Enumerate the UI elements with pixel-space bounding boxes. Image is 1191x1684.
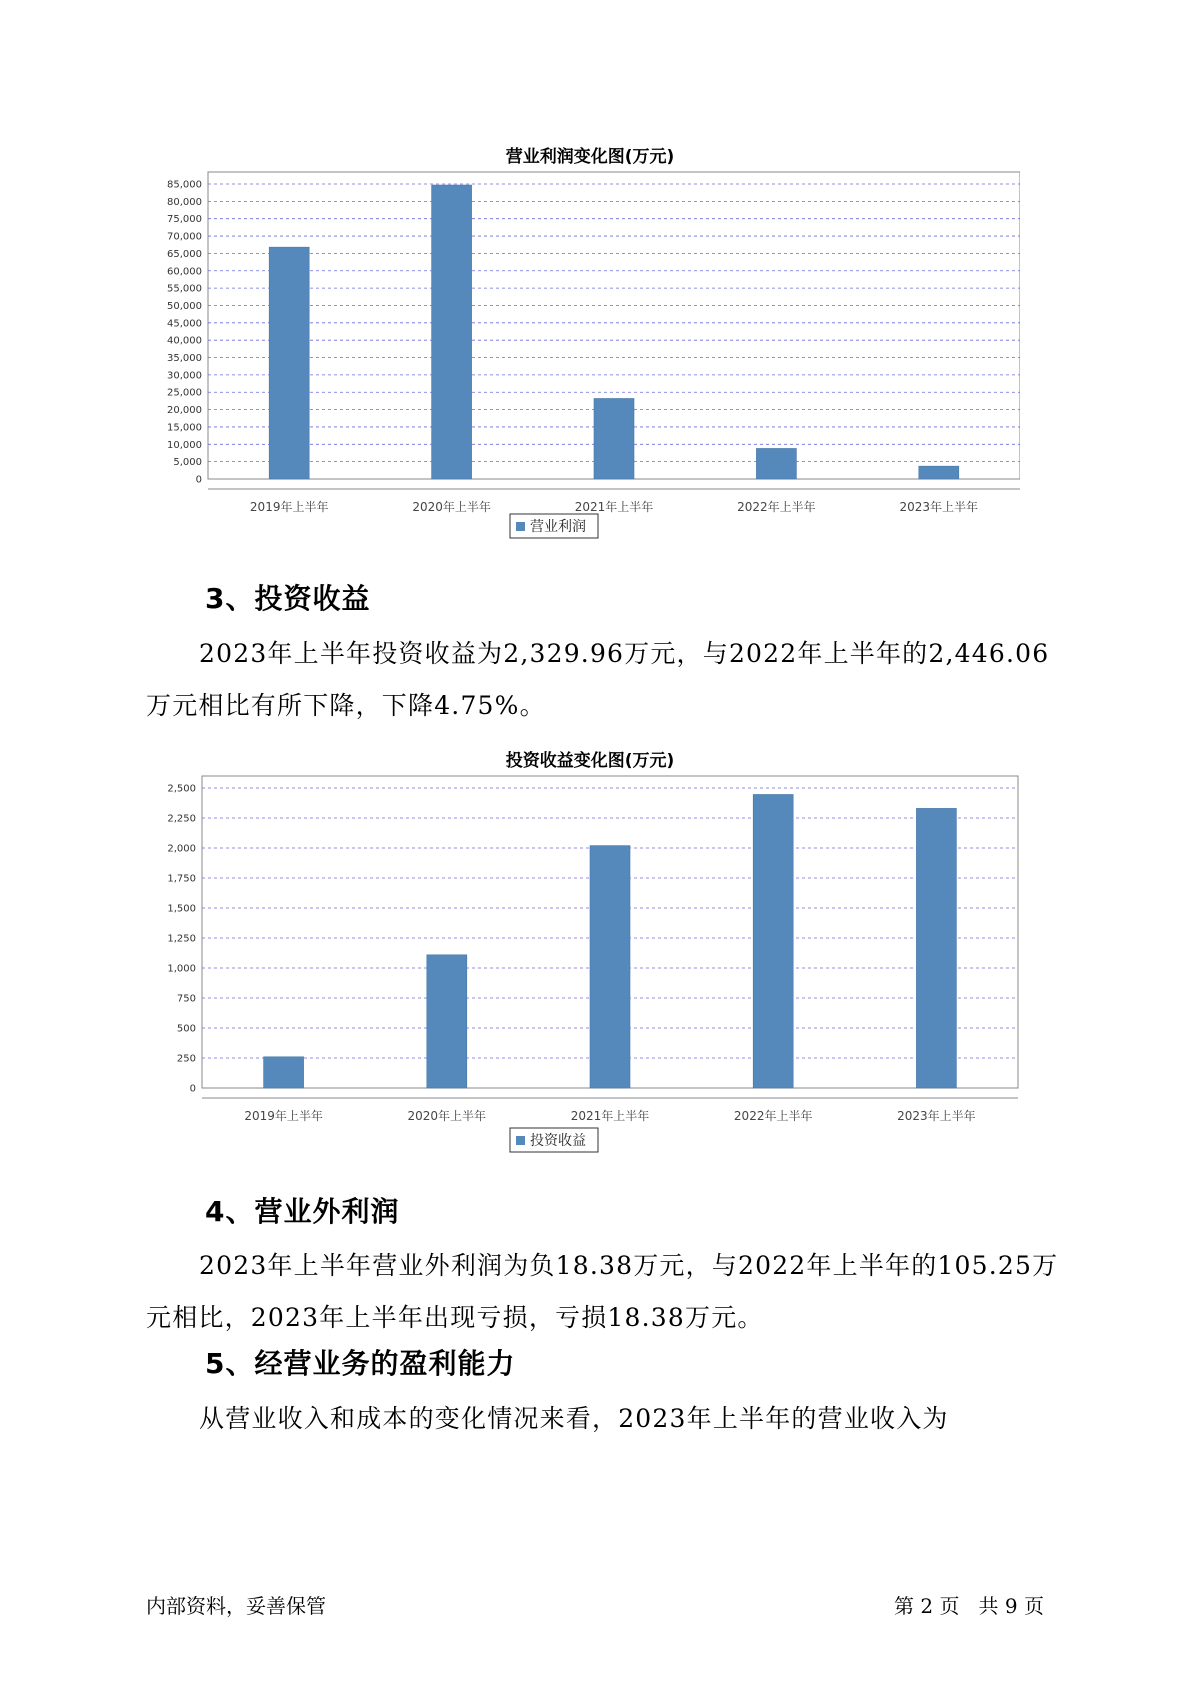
y-tick-label: 10,000	[167, 439, 202, 451]
y-tick-label: 70,000	[167, 231, 202, 243]
chart-svg	[160, 738, 1020, 1163]
y-tick-label: 45,000	[167, 318, 202, 330]
y-tick-label: 75,000	[167, 214, 202, 226]
section-heading-non-operating-profit: 4、营业外利润	[205, 1195, 400, 1228]
profitability-paragraph: 从营业收入和成本的变化情况来看，2023年上半年的营业收入为	[199, 1404, 949, 1433]
chart-title: 营业利润变化图(万元)	[505, 147, 675, 167]
y-tick-label: 60,000	[167, 266, 202, 278]
y-tick-label: 55,000	[167, 283, 202, 295]
y-tick-label: 25,000	[167, 387, 202, 399]
y-tick-label: 1,500	[167, 903, 196, 915]
chart-title: 投资收益变化图(万元)	[505, 751, 675, 771]
x-tick-label: 2022年上半年	[733, 1109, 813, 1123]
y-tick-label: 40,000	[167, 335, 202, 347]
y-tick-label: 35,000	[167, 353, 202, 365]
y-tick-label: 80,000	[167, 196, 202, 208]
x-tick-label: 2019年上半年	[244, 1109, 323, 1123]
investment-income-chart	[160, 738, 1020, 1163]
x-tick-label: 2021年上半年	[570, 1109, 650, 1123]
non-operating-profit-paragraph: 2023年上半年营业外利润为负18.38万元，与2022年上半年的105.25万元相比，2023年上半年出现亏损，亏损18.38万元。	[146, 1251, 1059, 1332]
footer-left: 内部资料，妥善保管	[146, 1594, 326, 1618]
y-tick-label: 2,000	[167, 843, 196, 855]
x-tick-label: 2020年上半年	[407, 1109, 487, 1123]
x-tick-label: 2022年上半年	[737, 500, 816, 514]
operating-profit-chart	[160, 130, 1020, 550]
bar	[264, 1057, 304, 1088]
bar	[753, 794, 793, 1088]
bar	[594, 398, 634, 479]
x-tick-label: 2023年上半年	[897, 1109, 976, 1123]
legend-label: 营业利润	[530, 519, 586, 535]
y-tick-label: 30,000	[167, 370, 202, 382]
y-tick-label: 5,000	[173, 457, 202, 469]
x-tick-label: 2021年上半年	[574, 500, 654, 514]
y-tick-label: 2,500	[167, 783, 196, 795]
y-tick-label: 85,000	[167, 179, 202, 191]
section-heading-investment-income: 3、投资收益	[205, 582, 371, 615]
bar	[590, 846, 630, 1088]
legend-swatch	[516, 522, 525, 531]
chart-svg	[160, 130, 1020, 550]
y-tick-label: 0	[189, 1083, 196, 1095]
legend-label: 投资收益	[530, 1133, 586, 1149]
bar	[916, 808, 956, 1088]
y-tick-label: 750	[176, 993, 196, 1005]
bar	[269, 247, 309, 479]
bar	[427, 955, 467, 1088]
y-tick-label: 250	[176, 1053, 196, 1065]
y-tick-label: 1,250	[167, 933, 196, 945]
bar	[432, 185, 472, 479]
y-tick-label: 20,000	[167, 405, 202, 417]
investment-income-paragraph: 2023年上半年投资收益为2,329.96万元，与2022年上半年的2,446.06万元相比有所下降，下降4.75%。	[146, 639, 1050, 720]
footer-page-number: 第 2 页 共 9 页	[894, 1594, 1044, 1618]
y-tick-label: 0	[195, 474, 202, 486]
x-tick-label: 2019年上半年	[249, 500, 329, 514]
y-tick-label: 2,250	[167, 813, 196, 825]
x-tick-label: 2020年上半年	[412, 500, 491, 514]
y-tick-label: 50,000	[167, 300, 202, 312]
y-tick-label: 500	[176, 1023, 196, 1035]
section-heading-profitability: 5、经营业务的盈利能力	[205, 1347, 516, 1380]
y-tick-label: 1,000	[167, 963, 196, 975]
x-tick-label: 2023年上半年	[899, 500, 979, 514]
bar	[756, 448, 796, 479]
y-tick-label: 1,750	[167, 873, 196, 885]
y-tick-label: 15,000	[167, 422, 202, 434]
bar	[919, 466, 959, 479]
legend-swatch	[516, 1136, 525, 1145]
y-tick-label: 65,000	[167, 248, 202, 260]
